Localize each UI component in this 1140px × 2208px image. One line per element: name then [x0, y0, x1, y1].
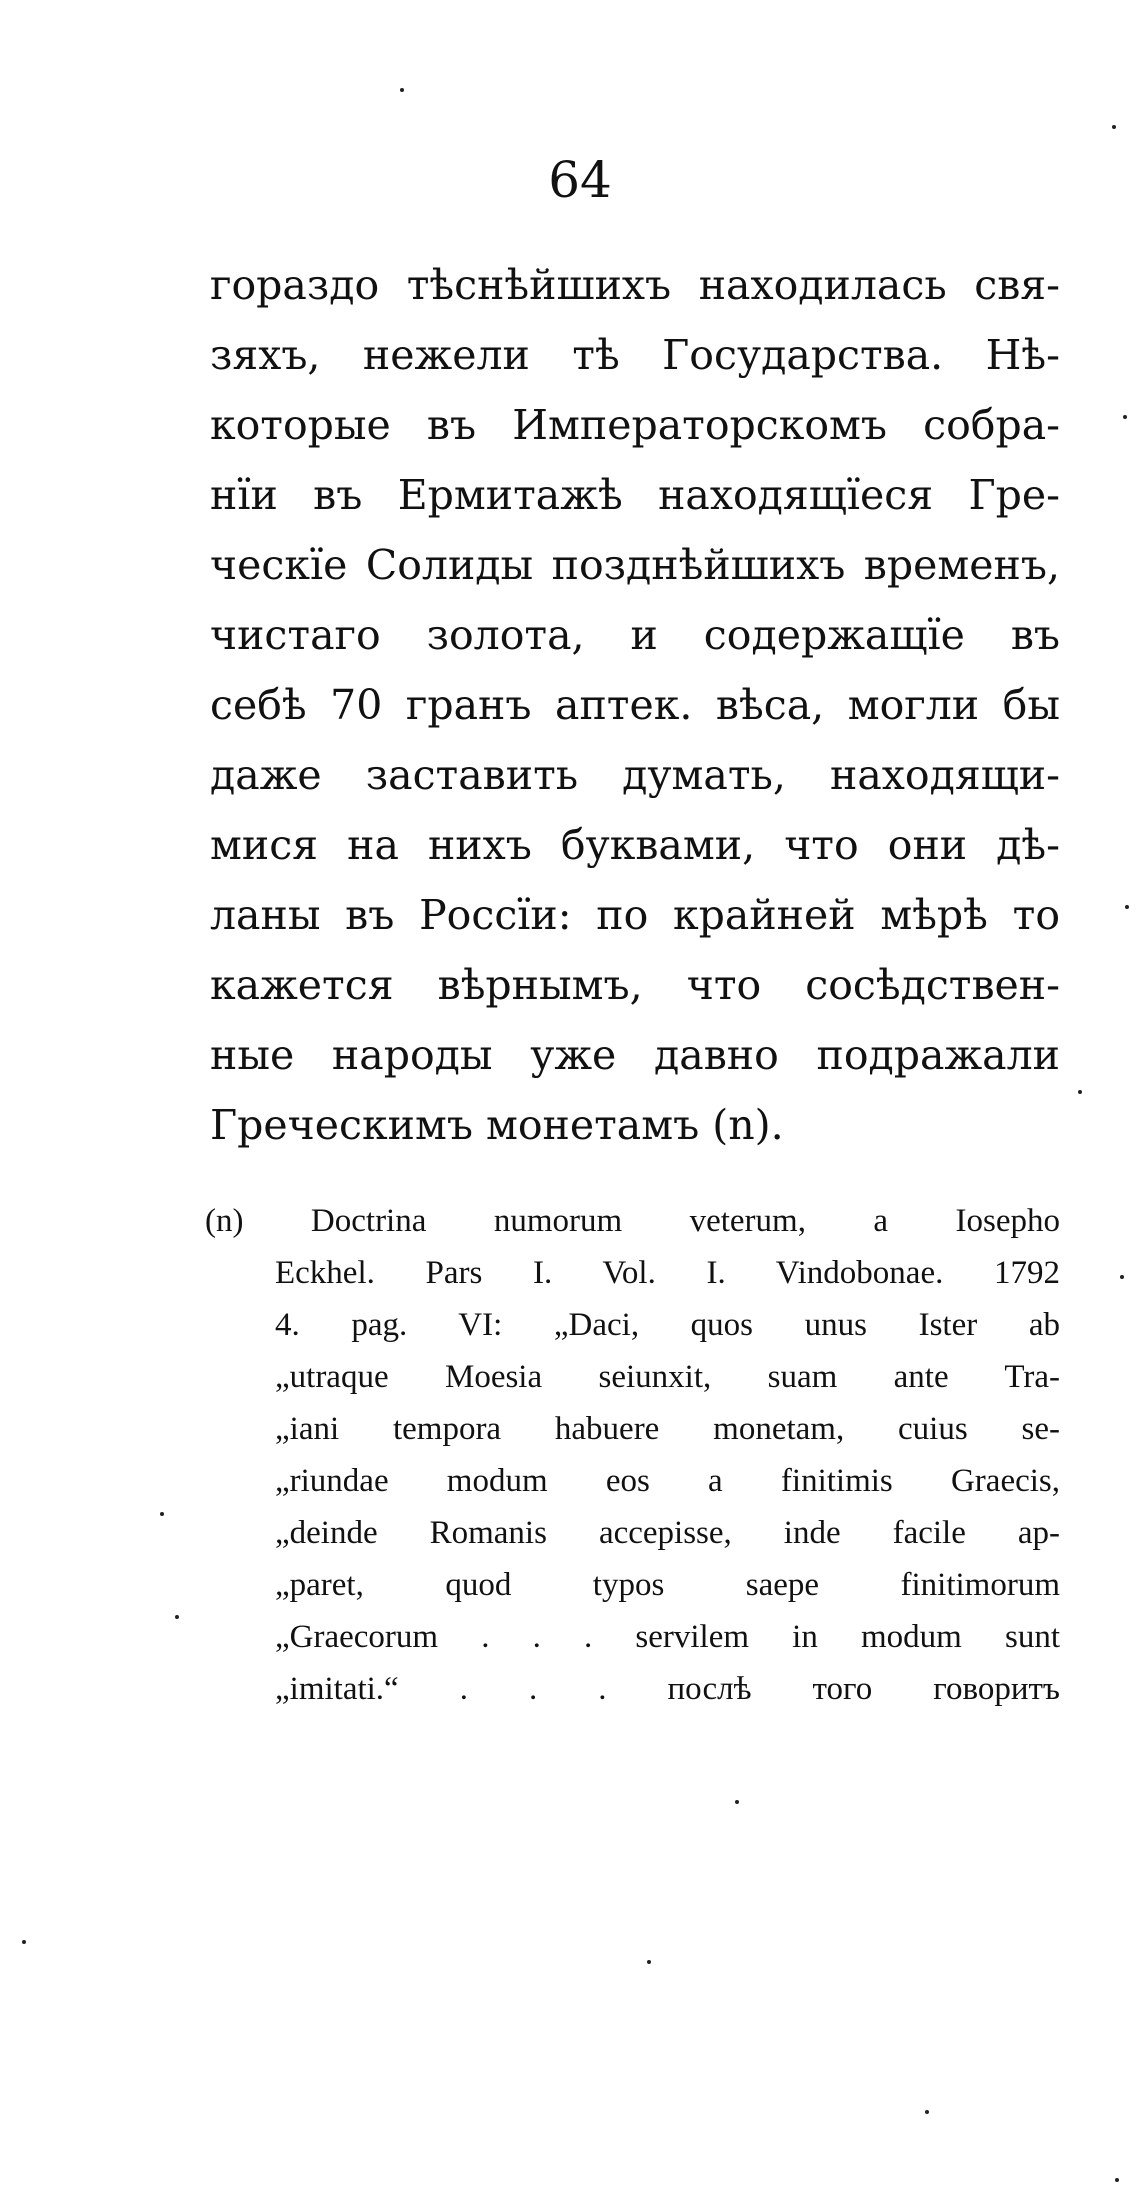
- page-number: 64: [548, 151, 612, 209]
- footnote-line: „imitati.“ . . . послѣ того говоритъ: [275, 1671, 1060, 1707]
- text-line: гораздо тѣснѣйшихъ находилась свя-: [210, 261, 1060, 309]
- scan-speck: [1120, 1275, 1124, 1279]
- text-line: ланы въ Россїи: по крайней мѣрѣ то: [210, 891, 1060, 939]
- text-line: себѣ 70 гранъ аптек. вѣса, могли бы: [210, 681, 1060, 729]
- text-line: даже заставить думать, находящи-: [210, 751, 1060, 799]
- text-line: чистаго золота, и содержащїе въ: [210, 611, 1060, 659]
- scan-speck: [647, 1960, 651, 1964]
- footnote-line: „Graecorum . . . servilem in modum sunt: [275, 1619, 1060, 1655]
- text-line: зяхъ, нежели тѣ Государства. Нѣ-: [210, 331, 1060, 379]
- text-line: ные народы уже давно подражали: [210, 1031, 1060, 1079]
- scan-speck: [925, 2110, 929, 2114]
- text-line: которые въ Императорскомъ собра-: [210, 401, 1060, 449]
- footnote-line: „utraque Moesia seiunxit, suam ante Tra-: [275, 1359, 1060, 1395]
- footnote-line: „paret, quod typos saepe finitimorum: [275, 1567, 1060, 1603]
- text-line: нїи въ Ермитажѣ находящїеся Гре-: [210, 471, 1060, 519]
- footnote-block: [205, 1195, 1060, 1715]
- scan-speck: [1123, 415, 1127, 419]
- footnote-line: „iani tempora habuere monetam, cuius se-: [275, 1411, 1060, 1447]
- scan-speck: [1078, 1090, 1082, 1094]
- footnote-line: (n) Doctrina numorum veterum, a Iosepho: [205, 1203, 1060, 1239]
- scan-speck: [160, 1512, 164, 1516]
- scan-speck: [735, 1800, 739, 1804]
- main-text-block: [210, 250, 1060, 1160]
- scan-speck: [1115, 2178, 1119, 2182]
- text-line: мися на нихъ буквами, что они дѣ-: [210, 821, 1060, 869]
- text-line: Греческимъ монетамъ (n).: [210, 1101, 784, 1149]
- footnote-line: „deinde Romanis accepisse, inde facile ap-: [275, 1515, 1060, 1551]
- scan-speck: [175, 1615, 179, 1619]
- footnote-line: 4. pag. VI: „Daci, quos unus Ister ab: [275, 1307, 1060, 1343]
- scan-speck: [400, 88, 404, 92]
- footnote-line: Eckhel. Pars I. Vol. I. Vindobonae. 1792: [275, 1255, 1060, 1291]
- scan-speck: [22, 1940, 26, 1944]
- scan-speck: [1112, 125, 1116, 129]
- footnote-line: „riundae modum eos a finitimis Graecis,: [275, 1463, 1060, 1499]
- scan-speck: [1125, 905, 1129, 909]
- text-line: кажется вѣрнымъ, что сосѣдствен-: [210, 961, 1060, 1009]
- text-line: ческїе Солиды позднѣйшихъ временъ,: [210, 541, 1060, 589]
